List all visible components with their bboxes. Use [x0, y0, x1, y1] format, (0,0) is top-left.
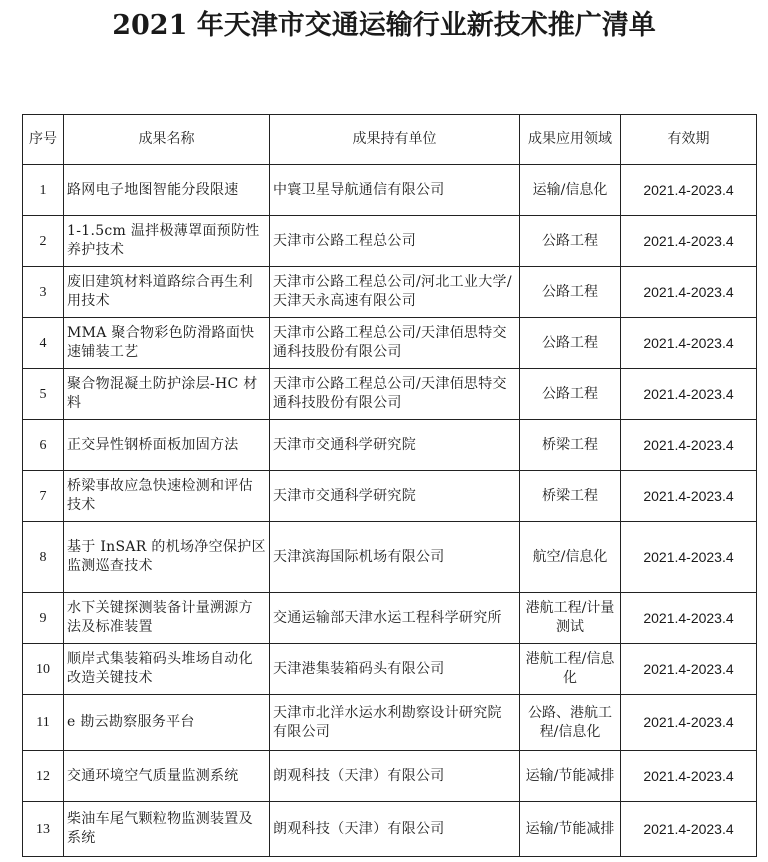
row-field: 公路工程	[520, 216, 621, 267]
row-validity: 2021.4-2023.4	[621, 695, 757, 751]
row-validity: 2021.4-2023.4	[621, 593, 757, 644]
row-name: 顺岸式集装箱码头堆场自动化改造关键技术	[64, 644, 270, 695]
tech-list-table	[22, 114, 757, 857]
row-validity: 2021.4-2023.4	[621, 267, 757, 318]
row-index: 3	[23, 267, 64, 318]
row-name: 交通环境空气质量监测系统	[64, 751, 270, 802]
row-name: 基于 InSAR 的机场净空保护区监测巡查技术	[64, 522, 270, 593]
row-field: 港航工程/信息化	[520, 644, 621, 695]
table-row	[23, 369, 757, 420]
row-field: 运输/节能减排	[520, 802, 621, 857]
table-header-row	[23, 115, 757, 165]
row-name: MMA 聚合物彩色防滑路面快速铺装工艺	[64, 318, 270, 369]
row-index: 8	[23, 522, 64, 593]
row-field: 桥梁工程	[520, 471, 621, 522]
row-index: 6	[23, 420, 64, 471]
row-org: 天津市公路工程总公司/河北工业大学/天津天永高速有限公司	[270, 267, 520, 318]
row-validity: 2021.4-2023.4	[621, 318, 757, 369]
row-validity: 2021.4-2023.4	[621, 216, 757, 267]
table-row	[23, 216, 757, 267]
row-name: e 勘云勘察服务平台	[64, 695, 270, 751]
table-row	[23, 165, 757, 216]
row-field: 运输/信息化	[520, 165, 621, 216]
row-index: 4	[23, 318, 64, 369]
row-field: 港航工程/计量测试	[520, 593, 621, 644]
row-org: 天津市交通科学研究院	[270, 420, 520, 471]
row-validity: 2021.4-2023.4	[621, 522, 757, 593]
table-row	[23, 318, 757, 369]
table-row	[23, 522, 757, 593]
row-index: 7	[23, 471, 64, 522]
table-row	[23, 420, 757, 471]
row-index: 13	[23, 802, 64, 857]
row-validity: 2021.4-2023.4	[621, 802, 757, 857]
row-index: 11	[23, 695, 64, 751]
row-validity: 2021.4-2023.4	[621, 644, 757, 695]
header-index: 序号	[23, 115, 64, 165]
row-validity: 2021.4-2023.4	[621, 420, 757, 471]
row-name: 水下关键探测装备计量溯源方法及标准装置	[64, 593, 270, 644]
row-validity: 2021.4-2023.4	[621, 751, 757, 802]
row-name: 聚合物混凝土防护涂层-HC 材料	[64, 369, 270, 420]
row-field: 运输/节能减排	[520, 751, 621, 802]
table-row	[23, 267, 757, 318]
row-validity: 2021.4-2023.4	[621, 369, 757, 420]
row-org: 朗观科技（天津）有限公司	[270, 751, 520, 802]
header-name: 成果名称	[64, 115, 270, 165]
table-row	[23, 593, 757, 644]
row-field: 公路、港航工程/信息化	[520, 695, 621, 751]
row-org: 中寰卫星导航通信有限公司	[270, 165, 520, 216]
row-org: 天津市北洋水运水利勘察设计研究院有限公司	[270, 695, 520, 751]
row-name: 桥梁事故应急快速检测和评估技术	[64, 471, 270, 522]
row-validity: 2021.4-2023.4	[621, 471, 757, 522]
row-field: 公路工程	[520, 369, 621, 420]
header-org: 成果持有单位	[270, 115, 520, 165]
row-validity: 2021.4-2023.4	[621, 165, 757, 216]
row-index: 9	[23, 593, 64, 644]
table-row	[23, 802, 757, 857]
row-field: 航空/信息化	[520, 522, 621, 593]
table-row	[23, 471, 757, 522]
row-index: 10	[23, 644, 64, 695]
row-index: 12	[23, 751, 64, 802]
header-field: 成果应用领域	[520, 115, 621, 165]
row-org: 天津市公路工程总公司	[270, 216, 520, 267]
row-name: 1-1.5cm 温拌极薄罩面预防性养护技术	[64, 216, 270, 267]
row-field: 桥梁工程	[520, 420, 621, 471]
header-validity: 有效期	[621, 115, 757, 165]
row-org: 天津市公路工程总公司/天津佰思特交通科技股份有限公司	[270, 318, 520, 369]
table-row	[23, 751, 757, 802]
row-name: 柴油车尾气颗粒物监测装置及系统	[64, 802, 270, 857]
row-org: 交通运输部天津水运工程科学研究所	[270, 593, 520, 644]
row-org: 天津市交通科学研究院	[270, 471, 520, 522]
row-index: 2	[23, 216, 64, 267]
row-field: 公路工程	[520, 318, 621, 369]
table-row	[23, 644, 757, 695]
page-title: 2021 年天津市交通运输行业新技术推广清单	[112, 10, 656, 41]
row-org: 朗观科技（天津）有限公司	[270, 802, 520, 857]
row-name: 路网电子地图智能分段限速	[64, 165, 270, 216]
row-field: 公路工程	[520, 267, 621, 318]
row-org: 天津市公路工程总公司/天津佰思特交通科技股份有限公司	[270, 369, 520, 420]
row-index: 5	[23, 369, 64, 420]
row-index: 1	[23, 165, 64, 216]
row-name: 废旧建筑材料道路综合再生利用技术	[64, 267, 270, 318]
row-name: 正交异性钢桥面板加固方法	[64, 420, 270, 471]
row-org: 天津滨海国际机场有限公司	[270, 522, 520, 593]
table-row	[23, 695, 757, 751]
row-org: 天津港集装箱码头有限公司	[270, 644, 520, 695]
